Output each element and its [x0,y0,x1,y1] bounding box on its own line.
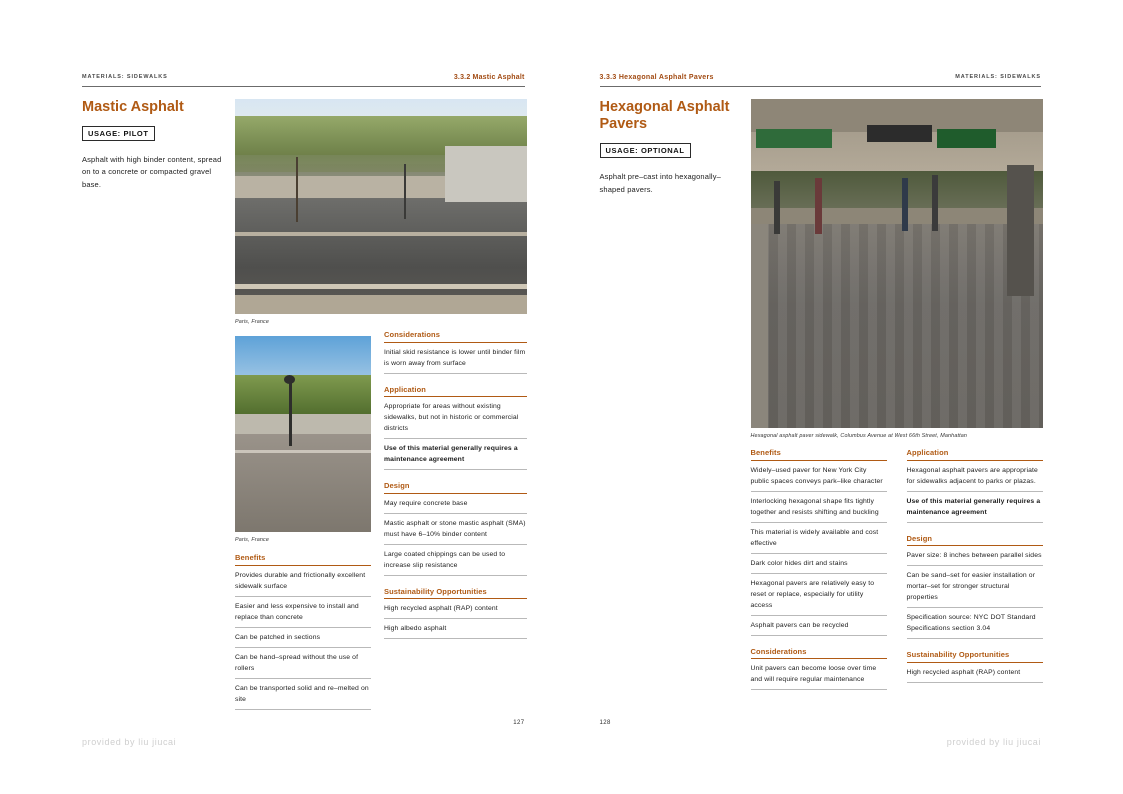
photo-caption: Hexagonal asphalt paver sidewalk, Columbus Avenue at West 66th Street, Manhattan [750,433,968,439]
benefits-block [235,553,371,710]
list-item: High recycled asphalt (RAP) content [384,599,527,619]
running-head-section: 3.3.2 Mastic Asphalt [453,74,525,81]
list-item: Interlocking hexagonal shape fits tightly together and resists shifting and buckling [751,492,887,523]
section-heading: Application [907,448,1043,461]
photo-mastic-asphalt-street [235,99,527,314]
section-considerations [384,330,527,374]
list-item: Dark color hides dirt and stains [751,554,887,574]
section-sustainability [907,650,1043,683]
list-item: Specification source: NYC DOT Standard Specifications section 3.04 [907,608,1043,639]
list-item: Unit pavers can become loose over time and will require regular maintenance [751,659,887,690]
list-item: High albedo asphalt [384,619,527,639]
list-item: Use of this material generally requires a maintenance agreement [907,492,1043,523]
photo-caption-top: Paris, France [235,319,270,325]
material-description: Asphalt with high binder content, spread on to a concrete or compacted gravel base. [82,155,222,189]
photo-mastic-asphalt-plaza [235,336,371,532]
watermark: provided by liu jiucai [82,737,177,747]
section-heading: Considerations [384,330,527,343]
section-heading: Benefits [751,448,887,461]
left-page-sections [384,330,527,650]
list-item: This material is widely available and cost effective [751,523,887,554]
usage-badge: USAGE: OPTIONAL [600,143,691,159]
watermark: provided by liu jiucai [946,737,1041,747]
section-heading: Benefits [235,553,371,566]
right-page-column-one [751,448,887,701]
list-item: Hexagonal asphalt pavers are appropriate for sidewalks adjacent to parks or plazas. [907,461,1043,492]
list-item: May require concrete base [384,494,527,514]
page-number: 128 [599,720,611,726]
section-design [384,481,527,576]
section-heading: Sustainability Opportunities [384,587,527,600]
list-item: Can be patched in sections [235,628,371,648]
list-item: Paver size: 8 inches between parallel sides [907,546,1043,566]
header-rule [82,86,525,87]
section-heading: Design [907,534,1043,547]
list-item: Asphalt pavers can be recycled [751,616,887,636]
section-design [907,534,1043,640]
right-text-column [600,99,745,196]
section-heading: Application [384,385,527,398]
list-item: Use of this material generally requires a maintenance agreement [384,439,527,470]
section-application [907,448,1043,523]
running-head-left: MATERIALS: SIDEWALKS [82,74,168,80]
photo-caption-bottom: Paris, France [235,537,270,543]
list-item: Mastic asphalt or stone mastic asphalt (SMA) must have 6–10% binder content [384,514,527,545]
page-right [562,0,1123,794]
usage-badge: USAGE: PILOT [82,126,155,142]
page-title: Hexagonal Asphalt Pavers [599,99,730,133]
list-item: Large coated chippings can be used to increase slip resistance [384,545,527,576]
header-rule [600,86,1042,87]
section-heading: Sustainability Opportunities [907,650,1043,663]
list-item: Provides durable and frictionally excellent sidewalk surface [235,566,371,597]
section-heading: Design [384,481,527,494]
photo-hexagonal-pavers-sidewalk [751,99,1043,428]
page-number: 127 [513,720,525,726]
list-item: Can be sand–set for easier installation or mortar–set for stronger structural properties [907,566,1043,608]
left-text-column [82,99,227,191]
list-item: Can be transported solid and re–melted on site [235,679,371,710]
list-item: Can be hand–spread without the use of rollers [235,648,371,679]
list-item: Widely–used paver for New York City public spaces conveys park–like character [751,461,887,492]
section-sustainability [384,587,527,640]
section-heading: Considerations [751,647,887,660]
list-item: Initial skid resistance is lower until binder film is worn away from surface [384,343,527,374]
right-page-column-two [907,448,1043,694]
list-item: High recycled asphalt (RAP) content [907,663,1043,683]
page-title: Mastic Asphalt [82,99,184,115]
list-item: Appropriate for areas without existing sidewalks, but not in historic or commercial districts [384,397,527,439]
list-item: Hexagonal pavers are relatively easy to reset or replace, especially for utility access [751,574,887,616]
section-considerations [751,647,887,691]
running-head-section: 3.3.3 Hexagonal Asphalt Pavers [599,74,714,81]
material-description: Asphalt pre–cast into hexagonally–shaped pavers. [599,172,721,194]
running-head-right: MATERIALS: SIDEWALKS [955,74,1041,80]
list-item: Easier and less expensive to install and replace than concrete [235,597,371,628]
section-application [384,385,527,471]
section-benefits [751,448,887,636]
